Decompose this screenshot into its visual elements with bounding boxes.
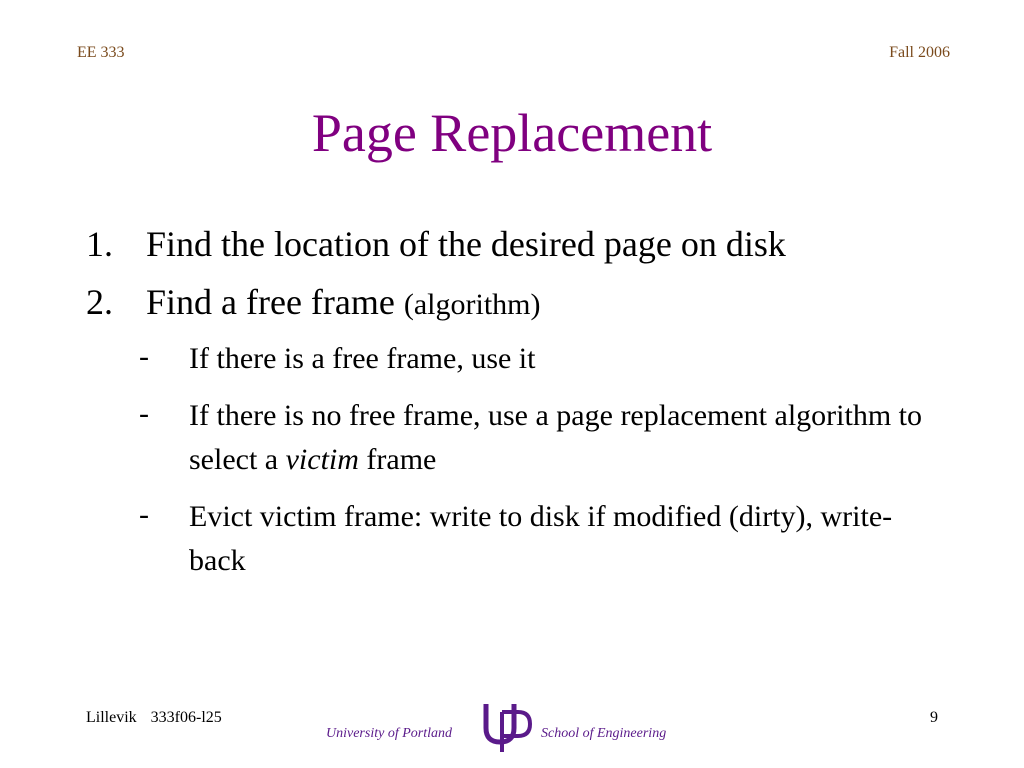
- course-label: EE 333: [77, 44, 125, 61]
- list-item: [86, 218, 946, 270]
- sub-list-item: [86, 394, 946, 482]
- item-number: 2.: [86, 282, 113, 322]
- item-text: Find the location of the desired page on disk: [146, 224, 786, 264]
- term-label: Fall 2006: [889, 44, 950, 61]
- sub-bullet: -: [139, 340, 149, 373]
- list-item: [86, 276, 946, 331]
- sub-bullet: -: [139, 498, 149, 531]
- lecture-code: 333f06-l25: [150, 709, 222, 726]
- sub-bullet: -: [139, 397, 149, 430]
- university-logo: [326, 698, 696, 754]
- item-number: 1.: [86, 224, 113, 264]
- sub-list-item: [86, 337, 946, 381]
- sub-item-text-before: If there is no free frame, use a page replacement algorithm to select a: [189, 399, 922, 476]
- slide-title: Page Replacement: [311, 103, 713, 163]
- item-note: (algorithm): [403, 288, 541, 321]
- author-label: Lillevik: [86, 709, 137, 726]
- university-name: University of Portland: [326, 726, 452, 741]
- school-name: School of Engineering: [541, 726, 667, 741]
- item-text: Find a free frame: [146, 282, 395, 322]
- up-monogram-icon: [480, 698, 536, 754]
- page-number: 9: [930, 709, 938, 726]
- sub-item-emphasis: victim: [285, 443, 359, 476]
- sub-item-text-after: frame: [358, 443, 437, 476]
- footer-left: [86, 709, 222, 727]
- sub-item-text: If there is a free frame, use it: [189, 342, 536, 375]
- sub-list-item: [86, 495, 946, 583]
- content-list: [86, 218, 946, 596]
- sub-item-text: Evict victim frame: write to disk if modified (dirty), write-back: [189, 500, 893, 577]
